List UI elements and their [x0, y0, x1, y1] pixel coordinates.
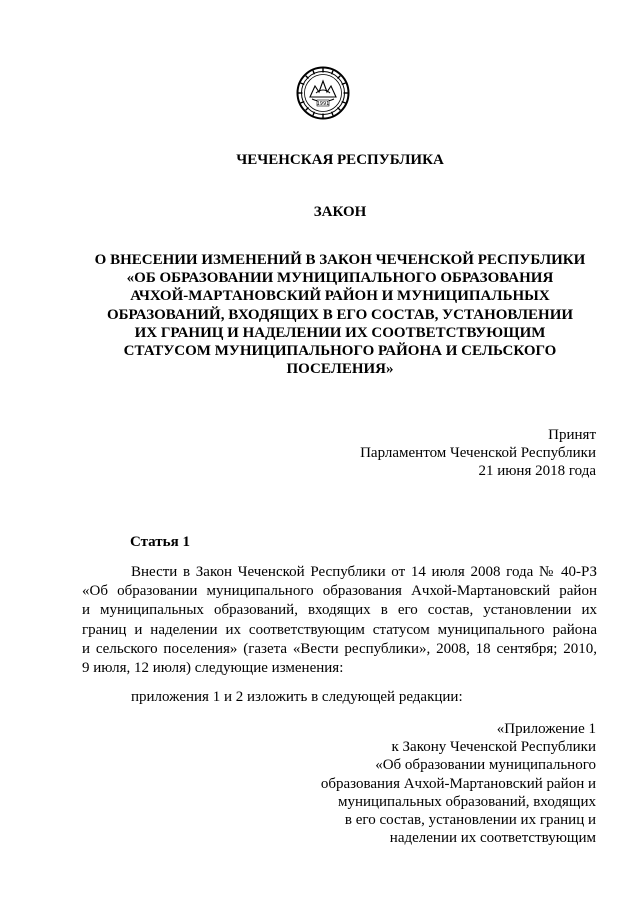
state-emblem-icon — [296, 66, 350, 120]
svg-text:1991: 1991 — [316, 101, 330, 107]
law-title — [80, 251, 600, 378]
appendix-header — [321, 720, 596, 847]
appendix-line: в его состав, установлении их границ и — [344, 812, 596, 829]
adoption-body: Парламентом Чеченской Республики — [360, 445, 596, 461]
law-title-line: О ВНЕСЕНИИ ИЗМЕНЕНИЙ В ЗАКОН ЧЕЧЕНСКОЙ РЕСПУБЛИКИ — [94, 252, 586, 268]
appendix-line: «Об образовании муниципального — [375, 757, 596, 774]
appendix-line: «Приложение 1 — [496, 721, 596, 737]
article-body-line: «Об образовании муниципального образования Ачхой-Мартановский район — [82, 583, 597, 600]
law-title-line: СТАТУСОМ МУНИЦИПАЛЬНОГО РАЙОНА И СЕЛЬСКОГО — [123, 343, 557, 360]
law-title-line: АЧХОЙ-МАРТАНОВСКИЙ РАЙОН И МУНИЦИПАЛЬНЫХ — [130, 288, 550, 305]
adoption-note — [360, 426, 596, 480]
republic-heading: ЧЕЧЕНСКАЯ РЕСПУБЛИКА — [236, 152, 444, 168]
law-title-line: «ОБ ОБРАЗОВАНИИ МУНИЦИПАЛЬНОГО ОБРАЗОВАНИЯ — [126, 270, 554, 287]
amendment-instruction: приложения 1 и 2 изложить в следующей редакции: — [131, 689, 463, 705]
appendix-line: наделении их соответствующим — [389, 830, 596, 847]
adoption-date: 21 июня 2018 года — [478, 463, 596, 479]
law-title-line: ПОСЕЛЕНИЯ» — [286, 361, 394, 378]
law-title-line: ИХ ГРАНИЦ И НАДЕЛЕНИИ ИХ СООТВЕТСТВУЮЩИМ — [134, 324, 546, 341]
document-type-heading: ЗАКОН — [313, 204, 367, 220]
article-body-line: и муниципальных образований, входящих в его состав, установлении их — [82, 602, 597, 619]
article-heading: Статья 1 — [130, 534, 190, 550]
article-body-line: 9 июля, 12 июля) следующие изменения: — [82, 660, 344, 677]
appendix-line: к Закону Чеченской Республики — [391, 739, 596, 756]
adoption-status: Принят — [548, 427, 596, 443]
article-body-line: и сельского поселения» (газета «Вести республики», 2008, 18 сентября; 2010, — [82, 640, 597, 657]
article-body-line: Внести в Закон Чеченской Республики от 14 июля 2008 года № 40-РЗ — [131, 564, 597, 580]
article-body — [82, 563, 597, 678]
appendix-line: образования Ачхой-Мартановский район и — [320, 775, 596, 792]
article-body-line: границ и наделении их соответствующим статусом муниципального района — [82, 621, 597, 638]
appendix-line: муниципальных образований, входящих — [337, 793, 596, 810]
law-title-line: ОБРАЗОВАНИЙ, ВХОДЯЩИХ В ЕГО СОСТАВ, УСТАНОВЛЕНИИ — [106, 306, 574, 323]
